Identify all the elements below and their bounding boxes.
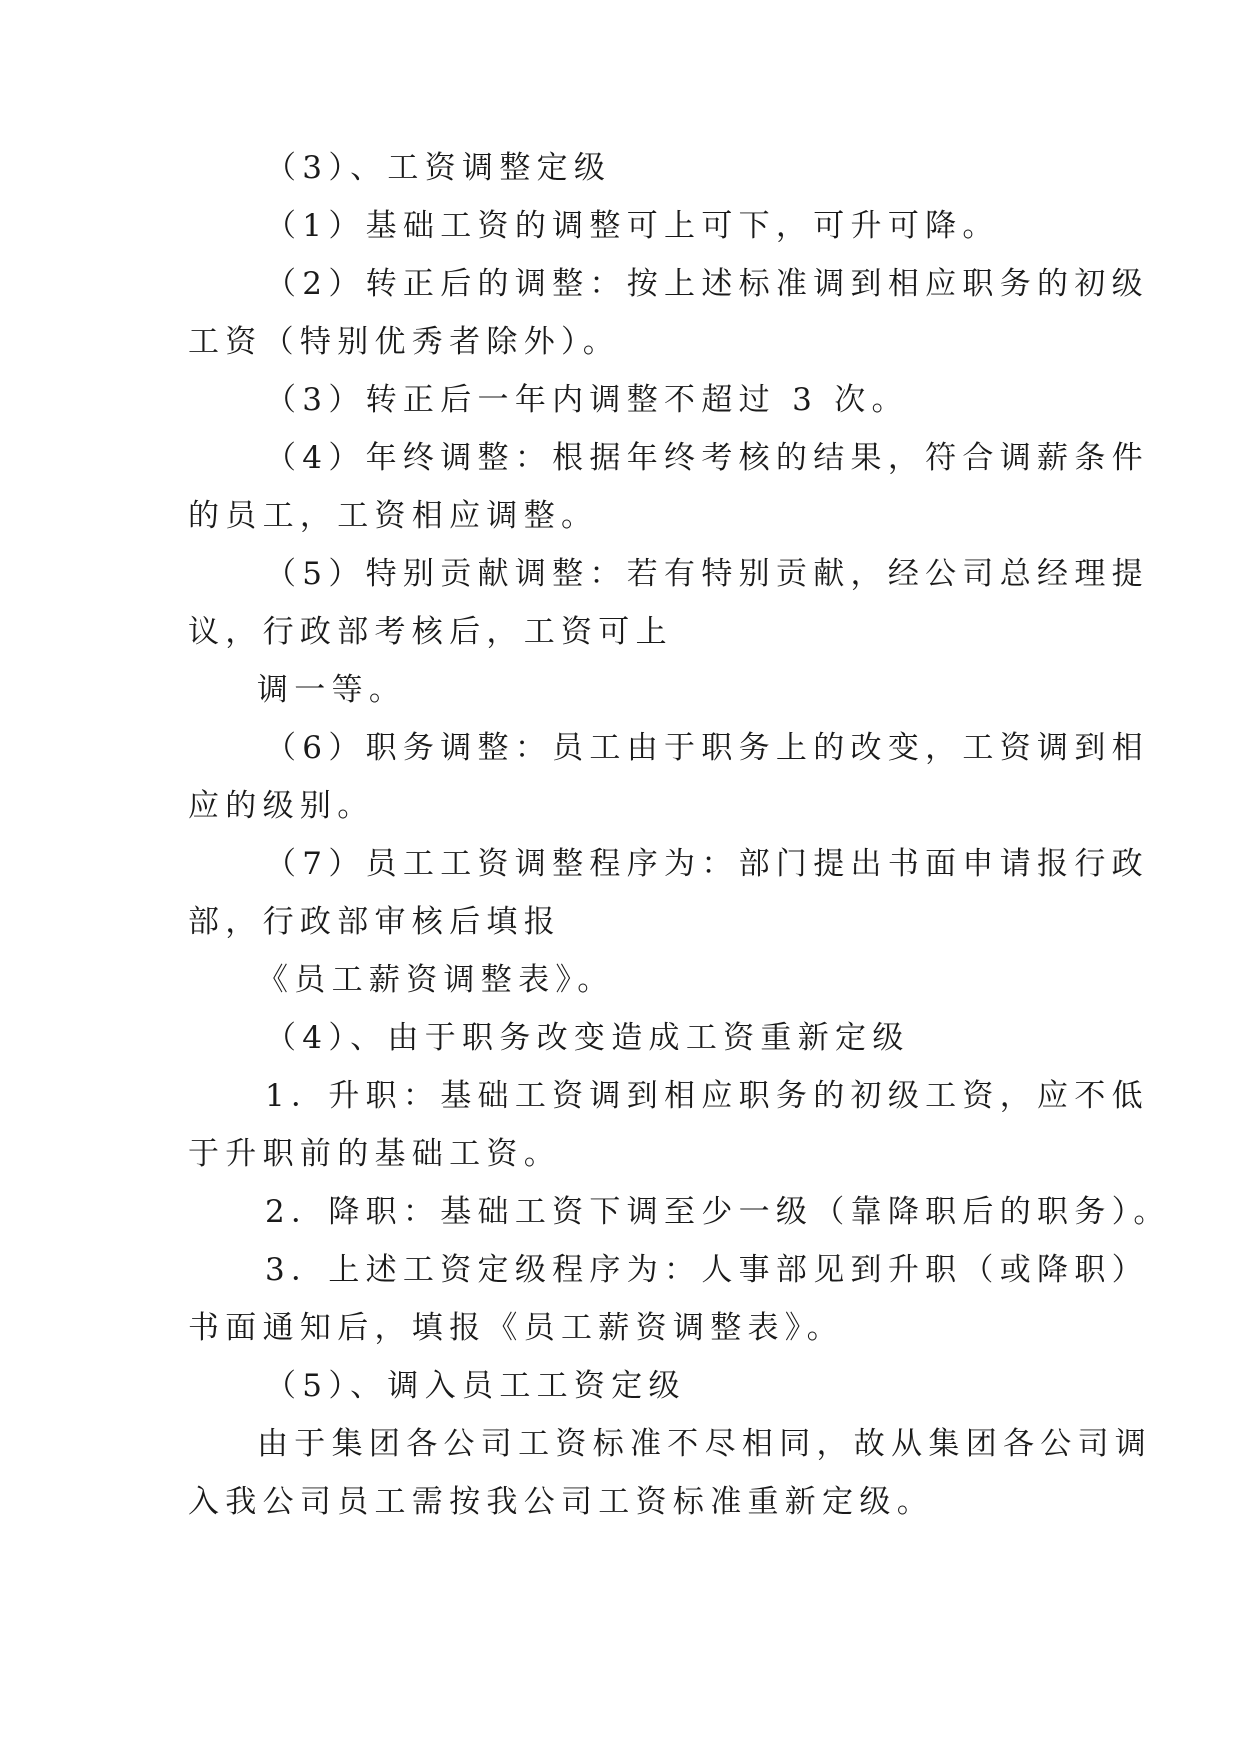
paragraph-promotion-cont: 于升职前的基础工资。: [188, 1136, 561, 1172]
paragraph-item-4-cont: 的员工，工资相应调整。: [188, 498, 599, 534]
paragraph-item-3: （3）转正后一年内调整不超过 3 次。: [265, 382, 909, 418]
paragraph-item-2-cont: 工资（特别优秀者除外）。: [188, 324, 621, 360]
paragraph-demotion: 2．降职：基础工资下调至少一级（靠降职后的职务）。: [265, 1194, 1171, 1230]
paragraph-procedure-cont: 书面通知后，填报《员工薪资调整表》。: [188, 1310, 844, 1346]
paragraph-item-5-cont2: 调一等。: [257, 672, 407, 708]
section-heading-4: （4）、由于职务改变造成工资重新定级: [265, 1020, 910, 1056]
paragraph-item-6-cont: 应的级别。: [188, 788, 375, 824]
paragraph-item-4: （4）年终调整：根据年终考核的结果，符合调薪条件: [265, 440, 1149, 476]
section-heading-5: （5）、调入员工工资定级: [265, 1368, 686, 1404]
paragraph-item-6: （6）职务调整：员工由于职务上的改变，工资调到相: [265, 730, 1149, 766]
paragraph-item-7-cont2: 《员工薪资调整表》。: [257, 962, 615, 998]
paragraph-item-2: （2）转正后的调整：按上述标准调到相应职务的初级: [265, 266, 1149, 302]
paragraph-item-5-cont: 议，行政部考核后，工资可上: [188, 614, 673, 650]
section-heading-3: （3）、工资调整定级: [265, 150, 612, 186]
paragraph-procedure: 3．上述工资定级程序为：人事部见到升职（或降职）: [265, 1252, 1149, 1288]
paragraph-item-1: （1）基础工资的调整可上可下，可升可降。: [265, 208, 1000, 244]
paragraph-transfer: 由于集团各公司工资标准不尽相同，故从集团各公司调: [257, 1426, 1153, 1462]
paragraph-item-5: （5）特别贡献调整：若有特别贡献，经公司总经理提: [265, 556, 1149, 592]
paragraph-promotion: 1．升职：基础工资调到相应职务的初级工资，应不低: [265, 1078, 1149, 1114]
paragraph-transfer-cont: 入我公司员工需按我公司工资标准重新定级。: [188, 1484, 934, 1520]
paragraph-item-7: （7）员工工资调整程序为：部门提出书面申请报行政: [265, 846, 1149, 882]
paragraph-item-7-cont: 部，行政部审核后填报: [188, 904, 561, 940]
